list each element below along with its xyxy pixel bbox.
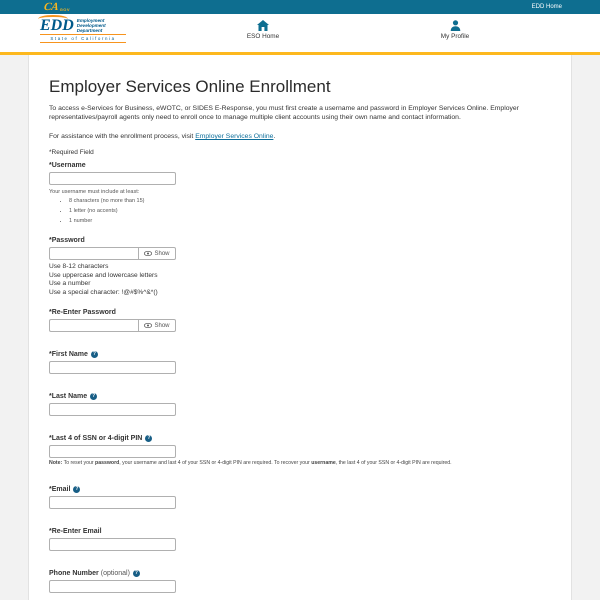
reenter-email-text: *Re-Enter Email — [49, 528, 102, 536]
reenter-password-input[interactable] — [49, 319, 138, 332]
phone-label — [49, 570, 551, 577]
password-hint: Use 8-12 characters — [49, 263, 109, 270]
last-name-group — [49, 393, 551, 416]
reenter-email-group — [49, 528, 551, 551]
reenter-password-text: *Re-Enter Password — [49, 309, 116, 317]
username-requirement: • 1 number — [69, 218, 551, 224]
reenter-email-label — [49, 528, 551, 535]
reenter-password-group — [49, 309, 551, 332]
ssn-pin-label — [49, 435, 551, 442]
username-requirement: • 1 letter (no accents) — [69, 208, 551, 214]
last-name-label — [49, 393, 551, 400]
edd-logo-words: Employment Development Department — [76, 18, 106, 33]
phone-input[interactable] — [49, 580, 176, 593]
username-requirements — [69, 198, 551, 224]
home-icon — [257, 20, 269, 31]
reenter-email-input[interactable] — [49, 538, 176, 551]
email-help-icon[interactable]: ? — [75, 486, 79, 493]
eye-icon — [144, 251, 152, 256]
password-group — [49, 237, 551, 297]
edd-home-link[interactable]: EDD Home — [531, 4, 562, 10]
ssn-pin-help-icon[interactable]: ? — [147, 435, 151, 442]
email-text: *Email — [49, 486, 71, 494]
assistance-text: For assistance with the enrollment process, visit Employer Services Online. — [49, 133, 276, 140]
last-name-input[interactable] — [49, 403, 176, 416]
password-hint: Use a number — [49, 280, 91, 288]
ca-gov-logo[interactable] — [44, 2, 70, 12]
password-hint: Use a special character: !@#$%^&*() — [49, 288, 158, 296]
utility-bar — [0, 0, 600, 14]
email-label — [49, 486, 551, 493]
password-text: *Password — [49, 237, 85, 244]
password-show-button[interactable]: Show — [138, 247, 176, 260]
first-name-group — [49, 351, 551, 374]
email-group — [49, 486, 551, 509]
ssn-pin-note: Note: To reset your password, your username and last 4 of your SSN or 4-digit PIN are required. To recover your username, the last 4 of your SSN or 4-digit PIN are required. — [49, 460, 452, 467]
phone-help-icon[interactable]: ? — [134, 570, 138, 577]
last-name-help-icon[interactable]: ? — [92, 393, 96, 400]
phone-text: Phone Number (optional) — [49, 570, 130, 578]
first-name-text: *First Name — [49, 351, 88, 359]
edd-logo-tagline: State of California — [40, 34, 126, 43]
employer-services-online-link[interactable]: Employer Services Online — [195, 133, 274, 140]
username-requirement: • 8 characters (no more than 15) — [69, 198, 551, 204]
first-name-label — [49, 351, 551, 358]
password-hints — [49, 263, 551, 297]
ssn-pin-text: *Last 4 of SSN or 4-digit PIN — [49, 435, 143, 443]
password-input[interactable] — [49, 247, 138, 260]
site-header — [0, 14, 600, 52]
first-name-input[interactable] — [49, 361, 176, 374]
last-name-text: *Last Name — [49, 393, 88, 401]
password-hint: Use uppercase and lowercase letters — [49, 271, 158, 279]
password-label — [49, 237, 551, 244]
nav-eso-home[interactable] — [223, 20, 303, 40]
username-text: *Username — [49, 162, 86, 169]
eye-icon — [144, 323, 152, 328]
person-icon — [450, 20, 461, 31]
username-group — [49, 162, 551, 224]
phone-group — [49, 570, 551, 593]
username-label — [49, 162, 551, 169]
ssn-pin-input[interactable] — [49, 445, 176, 458]
username-input[interactable] — [49, 172, 176, 185]
nav-eso-home-label: ESO Home — [246, 33, 280, 40]
nav-my-profile[interactable] — [415, 20, 495, 40]
nav-my-profile-label: My Profile — [440, 33, 470, 40]
ca-gov-logo-script: CA — [43, 1, 60, 13]
required-field-note: *Required Field — [49, 149, 94, 156]
content-card — [28, 55, 572, 600]
page-title: Employer Services Online Enrollment — [49, 77, 331, 96]
email-input[interactable] — [49, 496, 176, 509]
reenter-password-show-button[interactable]: Show — [138, 319, 176, 332]
reenter-password-label — [49, 309, 551, 316]
first-name-help-icon[interactable]: ? — [92, 351, 96, 358]
intro-text: To access e-Services for Business, eWOTC, or SIDES E-Response, you must first create a username and password in Employer Services Online. Employer representatives/payroll agents only need to enroll once to manage multiple client accounts using their own name and contact information. — [49, 105, 519, 121]
ca-gov-logo-sub: GOV — [59, 7, 71, 12]
edd-logo-acronym: EDD — [40, 17, 74, 34]
edd-logo[interactable] — [40, 18, 126, 43]
ssn-pin-group — [49, 435, 551, 466]
username-helper: Your username must include at least: — [49, 189, 140, 195]
